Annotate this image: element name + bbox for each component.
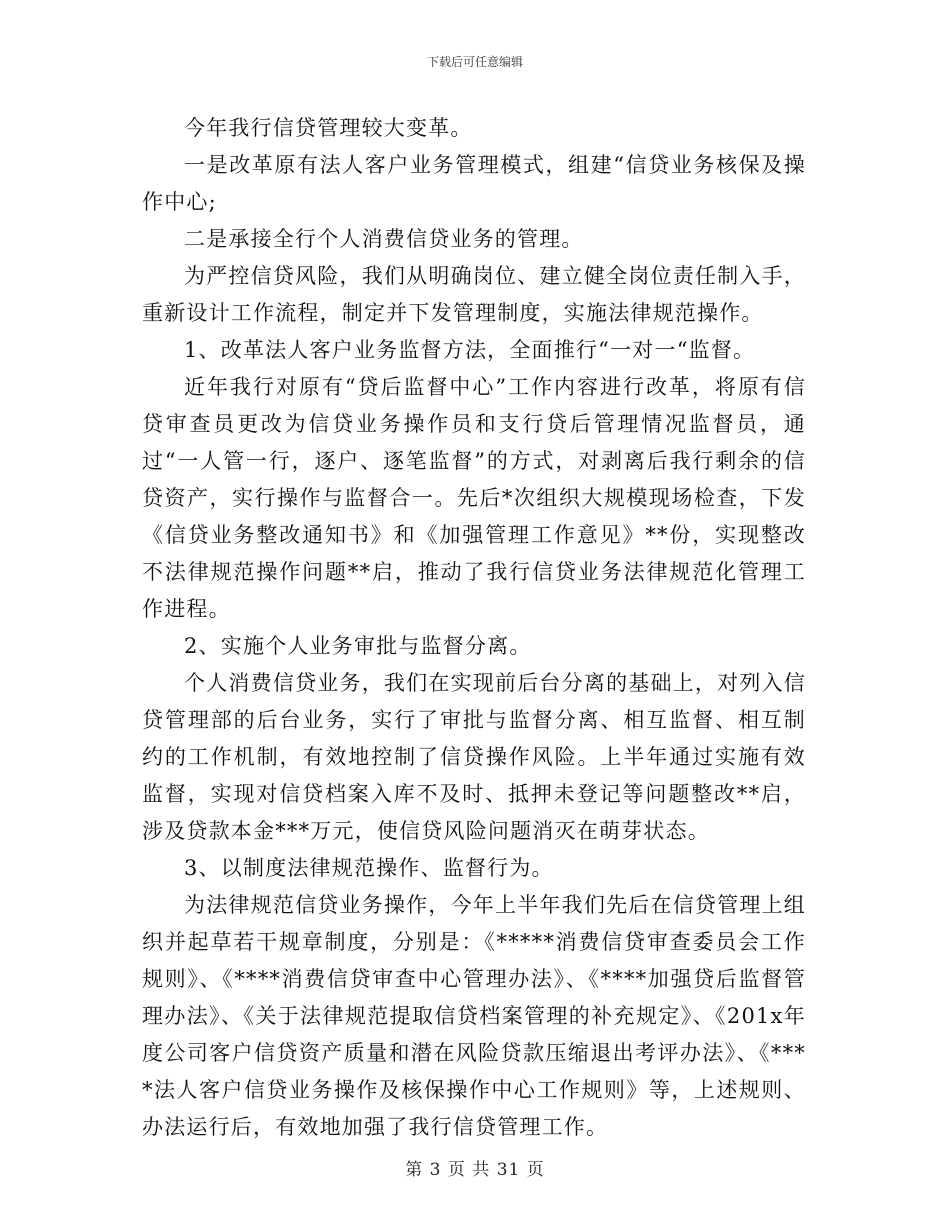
footer-suffix: 页 (526, 1160, 545, 1180)
footer-prefix: 第 (405, 1160, 424, 1180)
paragraph-7: 为法律规范信贷业务操作，今年上半年我们先后在信贷管理上组织并起草若干规章制度，分别是：《*****消费信贷审查委员会工作规则》、《****消费信贷审查中心管理办法》、《****加强贷后监督管理办法》、《关于法律规范提取信贷档案管理的补充规定》、《201x年度公司客户信贷资产质量和潜在风险贷款压缩退出考评办法》、《****法人客户信贷业务操作及核保操作中心工作规则》等，上述规则、办法运行后，有效地加强了我行信贷管理工作。 (142, 893, 806, 1139)
footer-current-page: 3 (429, 1160, 442, 1180)
footer-total-pages: 31 (496, 1160, 521, 1180)
section-heading-3: 3、以制度法律规范操作、监督行为。 (184, 856, 554, 880)
document-body (142, 110, 806, 1146)
paragraph-5: 近年我行对原有“贷后监督中心”工作内容进行改革，将原有信贷审查员更改为信贷业务操作员和支行贷后管理情况监督员，通过“一人管一行，逐户、逐笔监督”的方式，对剥离后我行剩余的信贷资产，实行操作与监督合一。先后*次组织大规模现场检查，下发《信贷业务整改通知书》和《加强管理工作意见》**份，实现整改不法律规范操作问题**启，推动了我行信贷业务法律规范化管理工作进程。 (142, 375, 806, 621)
section-heading-1: 1、改革法人客户业务监督方法，全面推行“一对一“监督。 (184, 338, 756, 362)
page-number-footer (0, 1155, 950, 1180)
paragraph-6: 个人消费信贷业务，我们在实现前后台分离的基础上，对列入信贷管理部的后台业务，实行了审批与监督分离、相互监督、相互制约的工作机制，有效地控制了信贷操作风险。上半年通过实施有效监督，实现对信贷档案入库不及时、抵押未登记等问题整改**启，涉及贷款本金***万元，使信贷风险问题消灭在萌芽状态。 (142, 671, 806, 843)
paragraph-3: 二是承接全行个人消费信贷业务的管理。 (184, 227, 584, 251)
paragraph-1: 今年我行信贷管理较大变革。 (184, 116, 473, 140)
page-header-note: 下载后可任意编辑 (426, 55, 523, 69)
paragraph-2: 一是改革原有法人客户业务管理模式，组建“信贷业务核保及操作中心; (142, 153, 806, 214)
section-heading-2: 2、实施个人业务审批与监督分离。 (184, 634, 532, 658)
footer-middle: 页 共 (447, 1160, 491, 1180)
paragraph-4: 为严控信贷风险，我们从明确岗位、建立健全岗位责任制入手，重新设计工作流程，制定并下发管理制度，实施法律规范操作。 (142, 264, 806, 325)
